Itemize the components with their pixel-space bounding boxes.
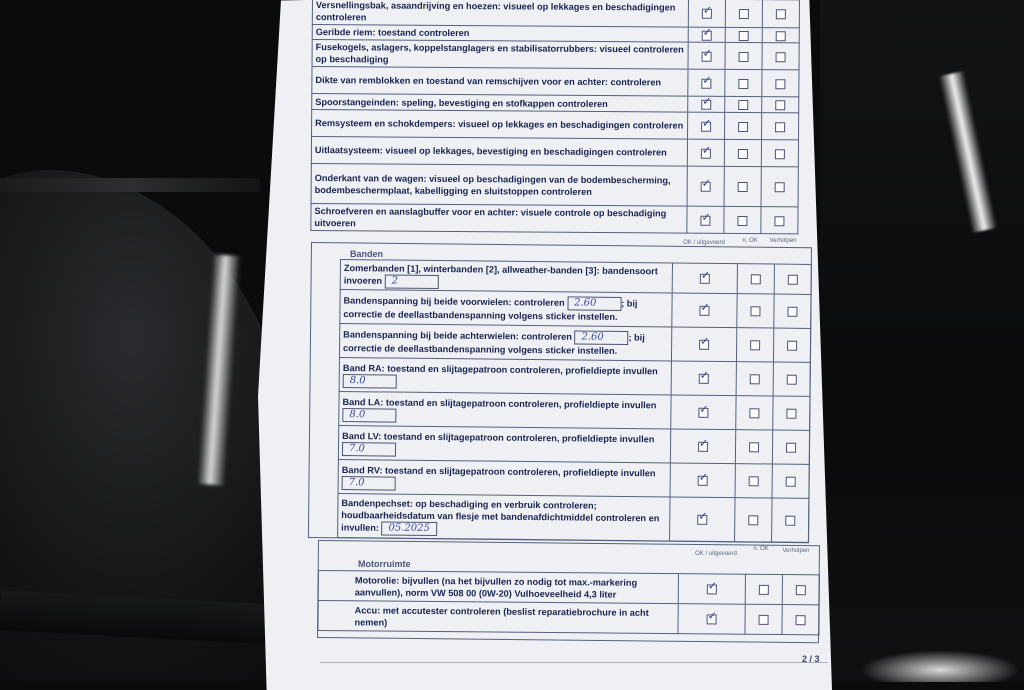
page-number: 2 / 3 bbox=[802, 654, 820, 664]
fixed-checkbox[interactable] bbox=[774, 216, 784, 226]
fixed-checkbox[interactable] bbox=[788, 275, 798, 285]
col-header-nok: n. OK bbox=[742, 238, 758, 244]
nok-checkbox[interactable] bbox=[738, 149, 748, 159]
table-row bbox=[311, 203, 798, 233]
tread-depth-field[interactable]: 8.0 bbox=[342, 408, 396, 423]
ok-checkbox[interactable] bbox=[702, 30, 712, 40]
fixed-checkbox[interactable] bbox=[785, 516, 795, 526]
section-title-motorruimte: Motorruimte bbox=[358, 559, 411, 569]
footer-divider bbox=[320, 662, 828, 663]
table-row bbox=[338, 459, 809, 498]
nok-checkbox[interactable] bbox=[750, 340, 760, 350]
banden-table bbox=[337, 259, 812, 543]
row-text: Bandenpechset: op beschadiging en verbruik controleren; houdbaarheidsdatum van flesje met bandenafdichtmiddel controleren en invullen: bbox=[341, 497, 660, 533]
ok-checkbox[interactable] bbox=[701, 78, 711, 88]
ok-checkbox[interactable] bbox=[699, 374, 709, 384]
nok-checkbox[interactable] bbox=[749, 476, 759, 486]
col-header-ok: OK / uitgevoerd bbox=[683, 240, 725, 246]
nok-checkbox[interactable] bbox=[738, 79, 748, 89]
ok-checkbox[interactable] bbox=[701, 100, 711, 110]
ok-checkbox[interactable] bbox=[699, 306, 709, 316]
fixed-checkbox[interactable] bbox=[787, 375, 797, 385]
tread-depth-field[interactable]: 7.0 bbox=[342, 476, 396, 491]
section-title-banden: Banden bbox=[350, 249, 384, 259]
fixed-checkbox[interactable] bbox=[786, 477, 796, 487]
table-row bbox=[318, 571, 819, 605]
row-text-b: ; bij correctie de deellastbandenspanning volgens sticker instellen. bbox=[343, 331, 645, 356]
table-row bbox=[338, 425, 809, 464]
row-text: Dikte van remblokken en toestand van remschijven voor en achter: controleren bbox=[312, 67, 688, 97]
fixed-checkbox[interactable] bbox=[787, 341, 797, 351]
light-reflection bbox=[860, 650, 1020, 682]
row-text: Motorolie: bijvullen (na het bijvullen zo nodig tot max.-markering aanvullen), norm VW 508 00 (0W-20) Vulhoeveelheid 4,3 liter bbox=[318, 571, 678, 604]
fixed-checkbox[interactable] bbox=[775, 100, 785, 110]
row-text: Accu: met accutester controleren (beslist reparatiebrochure in acht nemen) bbox=[318, 601, 678, 634]
ok-checkbox[interactable] bbox=[700, 215, 710, 225]
ok-checkbox[interactable] bbox=[699, 340, 709, 350]
nok-checkbox[interactable] bbox=[749, 442, 759, 452]
row-text: Band LA: toestand en slijtagepatroon controleren, profieldiepte invullen bbox=[342, 396, 657, 410]
ok-checkbox[interactable] bbox=[701, 182, 711, 192]
nok-checkbox[interactable] bbox=[738, 122, 748, 132]
table-row bbox=[339, 324, 810, 363]
fixed-checkbox[interactable] bbox=[787, 307, 797, 317]
row-text: Geribde riem: toestand controleren bbox=[312, 25, 688, 43]
nok-checkbox[interactable] bbox=[739, 9, 749, 19]
fixed-checkbox[interactable] bbox=[796, 615, 806, 625]
nok-checkbox[interactable] bbox=[739, 52, 749, 62]
nok-checkbox[interactable] bbox=[759, 585, 769, 595]
table-row bbox=[318, 601, 819, 635]
row-text: Band RA: toestand en slijtagepatroon controleren, profieldiepte invullen bbox=[342, 362, 658, 376]
row-text: Onderkant van de wagen: visueel op beschadigingen van de bodembescherming, bodembeschermplaat, kabelligging en sluitstoppen controleren bbox=[311, 163, 687, 206]
table-row bbox=[312, 67, 799, 97]
nok-checkbox[interactable] bbox=[738, 182, 748, 192]
fixed-checkbox[interactable] bbox=[776, 31, 786, 41]
col-header-fixed: Verholpen bbox=[782, 548, 810, 554]
expiry-date-field[interactable]: 05.2025 bbox=[381, 521, 437, 536]
col-header-nok: n. OK bbox=[753, 546, 769, 552]
nok-checkbox[interactable] bbox=[738, 100, 748, 110]
nok-checkbox[interactable] bbox=[750, 306, 760, 316]
top-checklist-table bbox=[310, 0, 800, 234]
nok-checkbox[interactable] bbox=[759, 615, 769, 625]
row-text: Band LV: toestand en slijtagepatroon controleren, profieldiepte invullen bbox=[342, 430, 655, 444]
table-row bbox=[340, 290, 811, 329]
fixed-checkbox[interactable] bbox=[786, 443, 796, 453]
fixed-checkbox[interactable] bbox=[796, 585, 806, 595]
nok-checkbox[interactable] bbox=[737, 216, 747, 226]
row-text: Remsysteem en schokdempers: visueel op lekkages en beschadigingen controleren bbox=[312, 110, 688, 140]
table-row bbox=[339, 391, 810, 430]
fixed-checkbox[interactable] bbox=[786, 409, 796, 419]
fixed-checkbox[interactable] bbox=[775, 149, 785, 159]
row-text: Spoorstangeinden: speling, bevestiging en stofkappen controleren bbox=[312, 94, 688, 113]
tread-depth-field[interactable]: 8.0 bbox=[343, 374, 397, 389]
nok-checkbox[interactable] bbox=[748, 515, 758, 525]
front-pressure-field[interactable]: 2.60 bbox=[567, 296, 621, 311]
nok-checkbox[interactable] bbox=[749, 408, 759, 418]
row-text-a: Bandenspanning bij beide voorwielen: controleren bbox=[343, 294, 565, 308]
motorruimte-table bbox=[317, 570, 820, 635]
row-text: Band RV: toestand en slijtagepatroon controleren, profieldiepte invullen bbox=[341, 464, 656, 478]
dashboard-edge bbox=[0, 178, 260, 192]
row-text-a: Bandenspanning bij beide achterwielen: controleren bbox=[343, 328, 572, 342]
fixed-checkbox[interactable] bbox=[776, 9, 786, 19]
table-row bbox=[311, 137, 798, 167]
ok-checkbox[interactable] bbox=[698, 408, 708, 418]
tread-depth-field[interactable]: 7.0 bbox=[342, 442, 396, 457]
nok-checkbox[interactable] bbox=[739, 31, 749, 41]
rear-pressure-field[interactable]: 2.60 bbox=[574, 330, 628, 345]
table-row bbox=[312, 110, 799, 140]
row-text: Schroefveren en aanslagbuffer voor en achter: visuele controle op beschadiging uitvoeren bbox=[311, 203, 687, 233]
fixed-checkbox[interactable] bbox=[775, 122, 785, 132]
ok-checkbox[interactable] bbox=[701, 121, 711, 131]
row-text: Fusekogels, aslagers, koppelstanglagers en stabilisatorrubbers: visueel controleren op beschadiging bbox=[312, 40, 688, 70]
table-row bbox=[340, 260, 811, 295]
fixed-checkbox[interactable] bbox=[775, 79, 785, 89]
ok-checkbox[interactable] bbox=[702, 51, 712, 61]
fixed-checkbox[interactable] bbox=[776, 52, 786, 62]
ok-checkbox[interactable] bbox=[700, 274, 710, 284]
table-row bbox=[312, 40, 799, 70]
nok-checkbox[interactable] bbox=[751, 274, 761, 284]
table-row bbox=[338, 493, 809, 542]
row-text: Uitlaatsysteem: visueel op lekkages, bevestiging en beschadigingen controleren bbox=[311, 137, 687, 167]
ok-checkbox[interactable] bbox=[698, 442, 708, 452]
ok-checkbox[interactable] bbox=[698, 476, 708, 486]
table-row bbox=[312, 0, 799, 28]
row-text: Zomerbanden [1], winterbanden [2], allweather-banden [3]: bandensoort invoeren bbox=[343, 262, 658, 286]
col-header-fixed: Verholpen bbox=[769, 238, 797, 244]
fixed-checkbox[interactable] bbox=[775, 182, 785, 192]
ok-checkbox[interactable] bbox=[702, 9, 712, 19]
ok-checkbox[interactable] bbox=[701, 148, 711, 158]
door-panel bbox=[820, 0, 1024, 682]
ok-checkbox[interactable] bbox=[707, 584, 717, 594]
col-header-ok: OK / uitgevoerd bbox=[695, 551, 737, 557]
row-text: Versnellingsbak, asaandrijving en hoezen: visueel op lekkages en beschadigingen controleren bbox=[312, 0, 688, 27]
row-text-b: ; bij correctie de deellastbandenspanning volgens sticker instellen. bbox=[343, 297, 638, 322]
ok-checkbox[interactable] bbox=[707, 614, 717, 624]
table-row bbox=[311, 163, 798, 206]
ok-checkbox[interactable] bbox=[697, 515, 707, 525]
nok-checkbox[interactable] bbox=[750, 374, 760, 384]
table-row bbox=[339, 357, 810, 396]
tyre-type-field[interactable]: 2 bbox=[385, 274, 439, 289]
